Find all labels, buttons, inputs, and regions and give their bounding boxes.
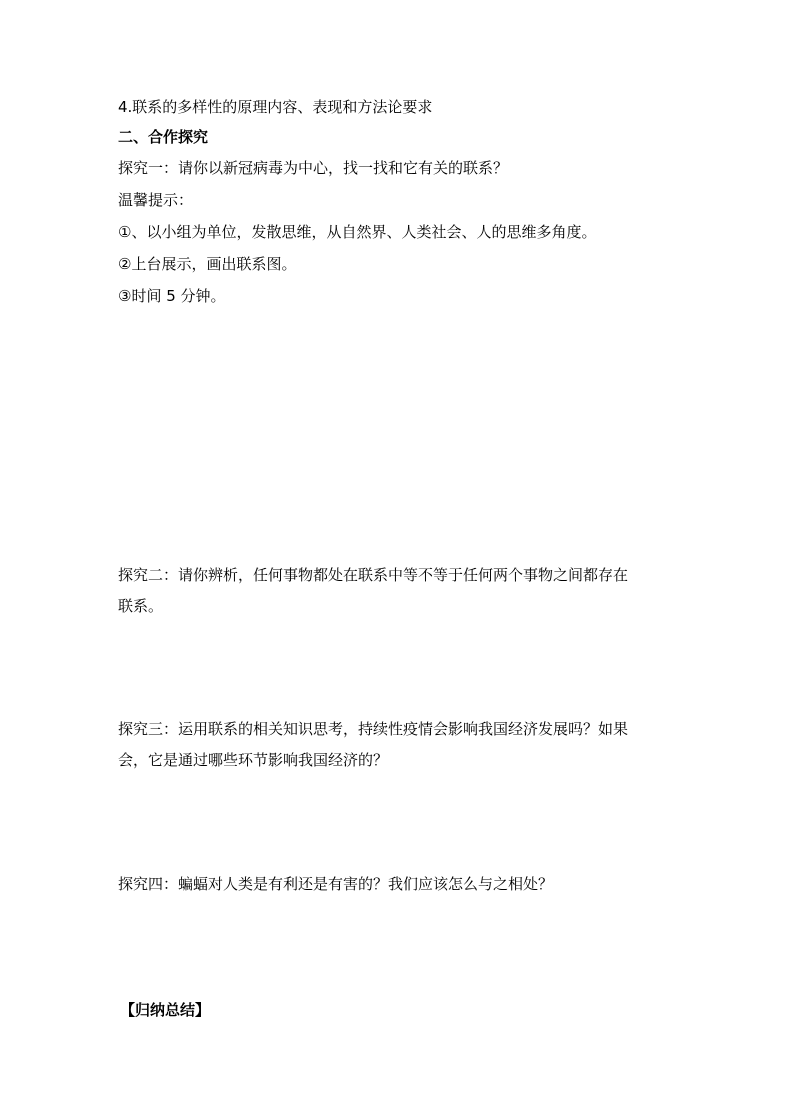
inquiry-2-line-2: 联系。 [118, 597, 164, 615]
inquiry-1-text: 探究一：请你以新冠病毒为中心，找一找和它有关的联系？ [118, 159, 509, 177]
inquiry-4-text: 探究四：蝙蝠对人类是有利还是有害的？我们应该怎么与之相处？ [118, 875, 554, 893]
inquiry-2-line-1: 探究二：请你辨析，任何事物都处在联系中等不等于任何两个事物之间都存在 [118, 566, 629, 584]
inquiry-3-line-1: 探究三：运用联系的相关知识思考，持续性疫情会影响我国经济发展吗？如果 [118, 720, 629, 738]
item-4-text: 4.联系的多样性的原理内容、表现和方法论要求 [118, 98, 433, 116]
summary-heading: 【归纳总结】 [120, 1001, 211, 1019]
tips-label: 温馨提示： [118, 191, 194, 209]
tip-2: ②上台展示，画出联系图。 [118, 255, 297, 273]
tip-1: ①、以小组为单位，发散思维，从自然界、人类社会、人的思维多角度。 [118, 223, 597, 241]
section-heading: 二、合作探究 [118, 128, 209, 146]
tip-3: ③时间 5 分钟。 [118, 287, 226, 305]
inquiry-3-line-2: 会，它是通过哪些环节影响我国经济的？ [118, 751, 389, 769]
